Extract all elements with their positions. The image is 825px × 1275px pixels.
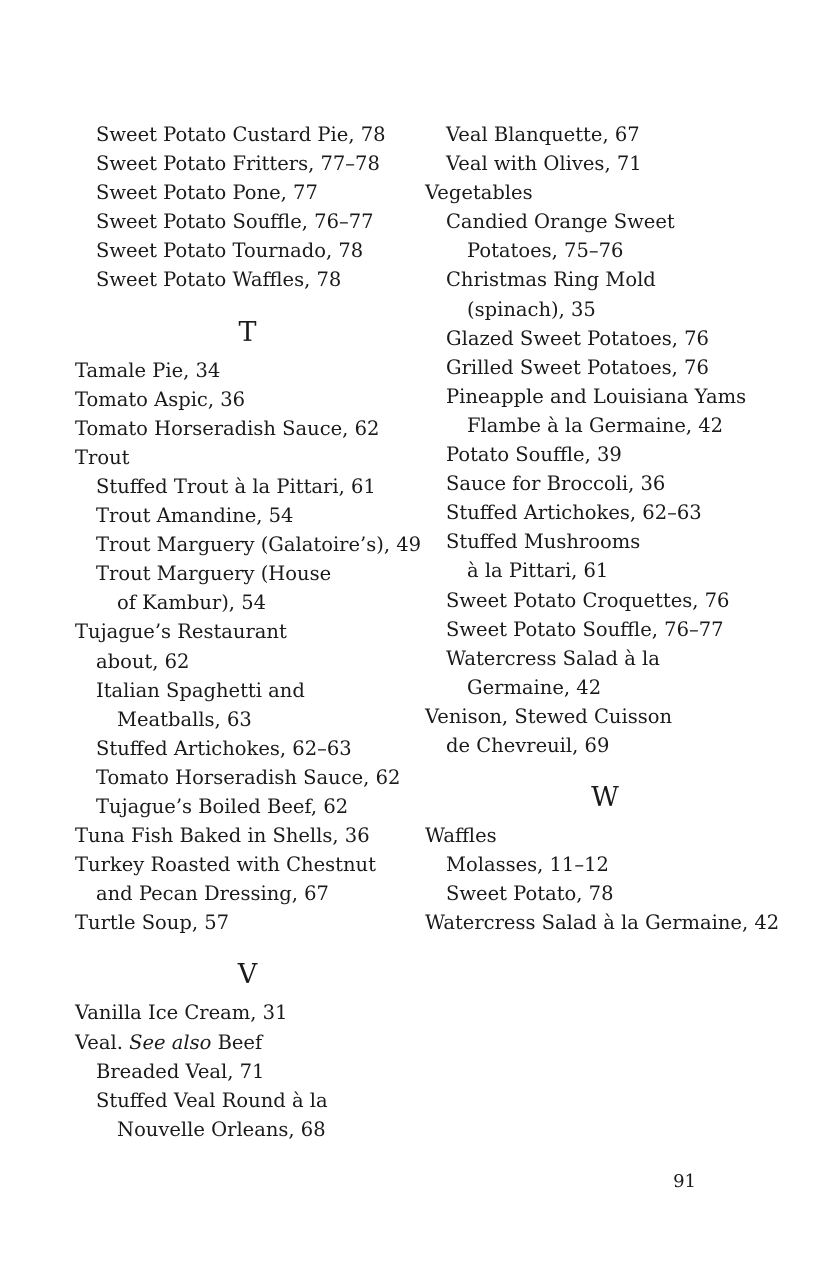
index-entry: Christmas Ring Mold <box>446 268 656 292</box>
index-entry: Sweet Potato Souffle, 76–77 <box>96 210 374 234</box>
index-entry: Grilled Sweet Potatoes, 76 <box>446 355 709 379</box>
index-entry: Sweet Potato Tournado, 78 <box>96 239 364 263</box>
index-entry: Sweet Potato Souffle, 76–77 <box>446 617 724 641</box>
index-entry: Tomato Aspic, 36 <box>75 387 246 411</box>
index-entry: Turkey Roasted with Chestnut <box>75 853 376 877</box>
index-entry: Sweet Potato Fritters, 77–78 <box>96 152 380 176</box>
index-entry: Watercress Salad à la <box>446 646 660 670</box>
index-entry: Veal Blanquette, 67 <box>446 123 640 146</box>
index-entry: Candied Orange Sweet <box>446 210 675 234</box>
see-also-target: Beef <box>217 1030 263 1054</box>
index-column-right <box>425 120 785 937</box>
index-entry: and Pecan Dressing, 67 <box>96 882 329 906</box>
section-letter: W <box>591 782 619 814</box>
index-entry: Turtle Soup, 57 <box>75 911 230 935</box>
index-entry: Tujague’s Boiled Beef, 62 <box>96 794 349 818</box>
index-entry: Tomato Horseradish Sauce, 62 <box>75 416 380 440</box>
index-entry <box>75 1028 420 1057</box>
see-also-label: See also <box>129 1030 212 1054</box>
section-letter: T <box>238 316 257 348</box>
page-number: 91 <box>673 1171 696 1192</box>
index-entry: Breaded Veal, 71 <box>96 1059 265 1083</box>
index-entry: Sweet Potato Waffles, 78 <box>96 268 342 292</box>
index-entry: Sauce for Broccoli, 36 <box>446 472 666 496</box>
index-entry: Potato Souffle, 39 <box>446 443 622 467</box>
index-entry: Trout <box>75 445 130 469</box>
index-entry: Watercress Salad à la Germaine, 42 <box>425 911 780 935</box>
index-entry: de Chevreuil, 69 <box>446 733 610 757</box>
index-entry: Tamale Pie, 34 <box>75 358 221 382</box>
index-entry: Stuffed Mushrooms <box>446 530 641 554</box>
index-entry: Meatballs, 63 <box>117 707 252 731</box>
index-entry: Sweet Potato Croquettes, 76 <box>446 588 730 612</box>
index-entry: of Kambur), 54 <box>117 591 267 615</box>
index-entry: Tomato Horseradish Sauce, 62 <box>96 765 401 789</box>
index-entry: Stuffed Artichokes, 62–63 <box>446 501 702 525</box>
index-entry: Pineapple and Louisiana Yams <box>446 384 747 408</box>
index-column-left <box>75 120 420 1144</box>
index-entry: Veal with Olives, 71 <box>446 152 642 176</box>
index-entry: Germaine, 42 <box>467 675 602 699</box>
index-entry: Vegetables <box>425 181 533 205</box>
index-entry: Italian Spaghetti and <box>96 678 305 702</box>
index-entry: Flambe à la Germaine, 42 <box>467 413 724 437</box>
index-entry: Trout Marguery (Galatoire’s), 49 <box>96 533 422 557</box>
index-entry: Stuffed Artichokes, 62–63 <box>96 736 352 760</box>
index-entry: Tuna Fish Baked in Shells, 36 <box>75 824 370 848</box>
index-entry: Tujague’s Restaurant <box>75 620 287 644</box>
index-entry: Trout Amandine, 54 <box>96 504 294 528</box>
index-entry: Venison, Stewed Cuisson <box>425 704 673 728</box>
index-entry: Potatoes, 75–76 <box>467 239 624 263</box>
index-entry: Sweet Potato Custard Pie, 78 <box>96 123 386 146</box>
index-entry: Stuffed Trout à la Pittari, 61 <box>96 474 376 498</box>
index-entry: Molasses, 11–12 <box>446 853 609 877</box>
index-entry: Sweet Potato, 78 <box>446 882 614 906</box>
index-entry: à la Pittari, 61 <box>467 559 609 583</box>
index-entry: Waffles <box>425 824 497 848</box>
index-entry-term: Veal. <box>75 1030 123 1054</box>
index-entry: Trout Marguery (House <box>96 562 332 586</box>
section-letter: V <box>237 959 258 991</box>
index-entry: Stuffed Veal Round à la <box>96 1088 328 1112</box>
index-entry: Nouvelle Orleans, 68 <box>117 1117 326 1141</box>
index-entry: Sweet Potato Pone, 77 <box>96 181 318 205</box>
index-entry: Glazed Sweet Potatoes, 76 <box>446 326 709 350</box>
index-entry: Vanilla Ice Cream, 31 <box>75 1001 288 1025</box>
index-entry: about, 62 <box>96 649 190 673</box>
index-entry: (spinach), 35 <box>467 297 596 321</box>
